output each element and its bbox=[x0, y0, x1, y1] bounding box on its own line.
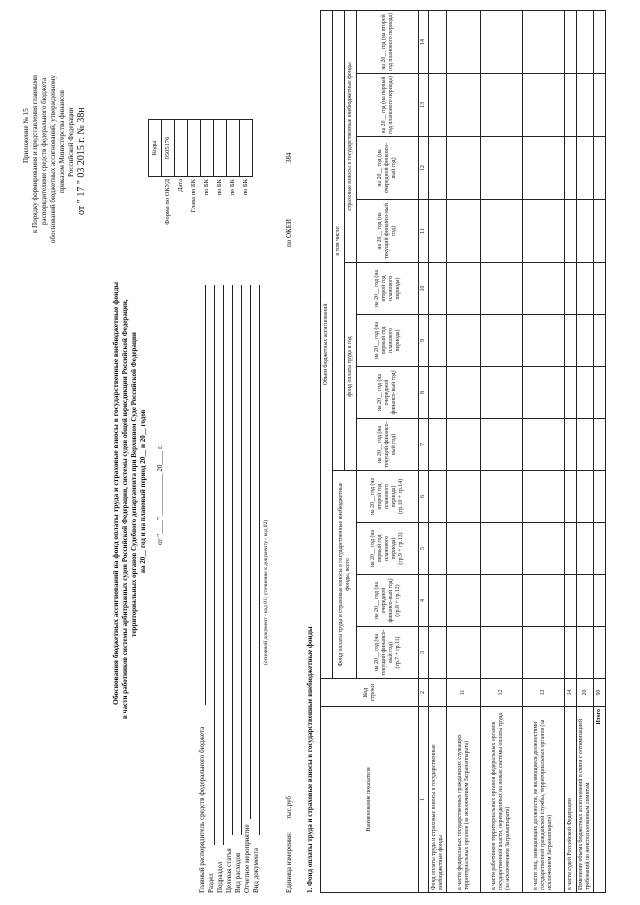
value-cell[interactable] bbox=[523, 419, 565, 471]
row-code: 20 bbox=[577, 679, 594, 707]
value-cell[interactable] bbox=[429, 263, 447, 315]
field-line bbox=[232, 285, 233, 835]
header-including: в том числе: bbox=[333, 10, 345, 470]
header-year-current: на 20__ год (на текущий финансо-вый год) (гр.7 + гр.11) bbox=[357, 627, 419, 679]
value-cell[interactable] bbox=[523, 471, 565, 523]
value-cell[interactable] bbox=[523, 137, 565, 200]
col-number: 8 bbox=[419, 367, 429, 419]
value-cell[interactable] bbox=[594, 575, 606, 627]
codes-header: Коды bbox=[149, 120, 162, 176]
row-name: Фонд оплаты труда и страховые взносы в государственные внебюджетные фонды bbox=[429, 707, 447, 893]
header-year-current: на 20__ год (на текущий финансо-вый год) bbox=[357, 419, 419, 471]
codes-header-spacer bbox=[148, 179, 161, 265]
value-cell[interactable] bbox=[429, 10, 447, 73]
header-year-plan1: на 20__ год (на первый год планового периода) (гр.9 + гр.13) bbox=[357, 523, 419, 575]
header-fot-total: Фонд оплаты труда и страховые взносы в государственные внебюджетные фонды, всего bbox=[333, 471, 357, 679]
appendix-line: приказом Министерства финансов bbox=[58, 90, 66, 193]
header-volume: Объем бюджетных ассигнований bbox=[321, 10, 333, 678]
value-cell[interactable] bbox=[577, 315, 594, 367]
value-cell[interactable] bbox=[577, 74, 594, 137]
value-cell[interactable] bbox=[594, 74, 606, 137]
table-row bbox=[577, 10, 594, 892]
value-cell[interactable] bbox=[447, 200, 481, 263]
value-cell[interactable] bbox=[447, 74, 481, 137]
field-line bbox=[223, 285, 224, 845]
value-cell[interactable] bbox=[481, 74, 523, 137]
field-line bbox=[259, 285, 260, 835]
col-number: 4 bbox=[419, 575, 429, 627]
code-value bbox=[214, 120, 227, 176]
row-code: 14 bbox=[565, 679, 577, 707]
header-year-plan1: на 20__ год (на первый год планового периода) bbox=[357, 315, 419, 367]
header-code: Код строки bbox=[321, 679, 419, 707]
table-row bbox=[523, 10, 565, 892]
value-cell[interactable] bbox=[481, 575, 523, 627]
col-number: 11 bbox=[419, 200, 429, 263]
code-label: по БК bbox=[216, 179, 223, 196]
col-number: 6 bbox=[419, 471, 429, 523]
value-cell[interactable] bbox=[481, 315, 523, 367]
col-number: 12 bbox=[419, 137, 429, 200]
document-title-line3: территориальных органов Судебного департамента при Верховном Суде Российской Федерации bbox=[130, 332, 138, 637]
value-cell[interactable] bbox=[481, 367, 523, 419]
field-expense-label: Вид расходов bbox=[234, 852, 242, 893]
value-cell[interactable] bbox=[565, 74, 577, 137]
column-numbers-row bbox=[419, 10, 429, 892]
row-code: 90 bbox=[594, 679, 606, 707]
value-cell[interactable] bbox=[577, 10, 594, 73]
row-name: в части работников территориальных органов федеральных органов государственной власти, переведенных на новые системы оплаты труда (за исключением Загранаппарата) bbox=[481, 707, 523, 893]
col-number: 10 bbox=[419, 263, 429, 315]
value-cell[interactable] bbox=[565, 263, 577, 315]
row-code: 12 bbox=[481, 679, 523, 707]
value-cell[interactable] bbox=[565, 627, 577, 679]
col-number: 3 bbox=[419, 627, 429, 679]
unit-value: тыс.руб bbox=[285, 796, 293, 819]
code-label: по БК bbox=[242, 179, 249, 196]
col-number: 9 bbox=[419, 315, 429, 367]
value-cell[interactable] bbox=[577, 263, 594, 315]
field-event-label: Отчетное мероприятие bbox=[243, 824, 251, 893]
table-row bbox=[481, 10, 523, 892]
appendix-line: Российской Федерации bbox=[67, 107, 75, 177]
field-grbs-line bbox=[205, 285, 206, 705]
value-cell[interactable] bbox=[594, 627, 606, 679]
value-cell[interactable] bbox=[447, 575, 481, 627]
document-title: Обоснования бюджетных ассигнований на фонд оплаты труда и страховые взносы в государственные внебюджетные фонды bbox=[111, 281, 120, 705]
table-row bbox=[565, 10, 577, 892]
value-cell[interactable] bbox=[481, 10, 523, 73]
value-cell[interactable] bbox=[523, 315, 565, 367]
budget-table bbox=[320, 10, 606, 893]
code-label: Глава по БК bbox=[190, 179, 197, 213]
value-cell[interactable] bbox=[429, 200, 447, 263]
value-cell[interactable] bbox=[481, 200, 523, 263]
value-cell[interactable] bbox=[594, 523, 606, 575]
appendix-line: обоснований бюджетных ассигнований, утвержденному bbox=[49, 75, 57, 243]
appendix-line: Приложение № 15 bbox=[22, 108, 30, 163]
codes-box bbox=[148, 119, 253, 177]
value-cell[interactable] bbox=[565, 200, 577, 263]
value-cell[interactable] bbox=[565, 419, 577, 471]
value-cell[interactable] bbox=[565, 523, 577, 575]
table-row bbox=[594, 10, 606, 892]
value-cell[interactable] bbox=[594, 200, 606, 263]
value-cell[interactable] bbox=[481, 137, 523, 200]
value-cell[interactable] bbox=[481, 419, 523, 471]
value-cell[interactable] bbox=[577, 627, 594, 679]
value-cell[interactable] bbox=[577, 419, 594, 471]
header-year-next: на 20__ год (на очередной финансо-вый год) bbox=[357, 137, 419, 200]
value-cell[interactable] bbox=[565, 315, 577, 367]
field-subsection-label: Подраздел bbox=[216, 861, 224, 893]
value-cell[interactable] bbox=[577, 523, 594, 575]
col-number: 7 bbox=[419, 419, 429, 471]
row-name: в части судей Российской Федерации bbox=[565, 707, 577, 893]
value-cell[interactable] bbox=[523, 74, 565, 137]
value-cell[interactable] bbox=[523, 200, 565, 263]
value-cell[interactable] bbox=[594, 315, 606, 367]
value-cell[interactable] bbox=[447, 367, 481, 419]
value-cell[interactable] bbox=[523, 627, 565, 679]
row-code: 13 bbox=[523, 679, 565, 707]
header-year-next: на 20__ год (на очередной финансо-вый год) (гр.8 + гр.12) bbox=[357, 575, 419, 627]
row-code: 11 bbox=[447, 679, 481, 707]
value-cell[interactable] bbox=[481, 523, 523, 575]
value-cell[interactable] bbox=[429, 137, 447, 200]
value-cell[interactable] bbox=[429, 367, 447, 419]
value-cell[interactable] bbox=[523, 575, 565, 627]
value-cell[interactable] bbox=[429, 575, 447, 627]
okei-code: 384 bbox=[285, 152, 293, 163]
appendix-line: к Порядку формирования и представления главными bbox=[31, 75, 39, 233]
document-period: на 20__ год и на плановый период 20__ и 20__ годов bbox=[139, 409, 147, 573]
field-line bbox=[241, 285, 242, 835]
section-title: 1. Фонд оплаты труда и страховые взносы в государственные внебюджетные фонды bbox=[306, 626, 314, 893]
value-cell[interactable] bbox=[565, 575, 577, 627]
value-cell[interactable] bbox=[429, 419, 447, 471]
field-target-label: Целевая статья bbox=[225, 848, 233, 893]
row-name: Изменение объема бюджетных ассигнований в связи с оптимизацией требований по неиспользованным лимитам bbox=[577, 707, 594, 893]
code-value bbox=[175, 120, 188, 176]
value-cell[interactable] bbox=[565, 367, 577, 419]
value-cell[interactable] bbox=[594, 10, 606, 73]
value-cell[interactable] bbox=[447, 263, 481, 315]
appendix-order: от " 17 " 03 2015 г. № 38н bbox=[76, 107, 87, 215]
value-cell[interactable] bbox=[594, 471, 606, 523]
okei-label: по ОКЕИ bbox=[285, 218, 293, 247]
value-cell[interactable] bbox=[594, 137, 606, 200]
code-label: Форма по ОКУД bbox=[164, 179, 171, 225]
value-cell[interactable] bbox=[447, 627, 481, 679]
doctype-note: (основной документ - код 01; уточнение к документу - код 02) bbox=[263, 519, 269, 665]
value-cell[interactable] bbox=[565, 137, 577, 200]
code-value bbox=[240, 120, 252, 176]
code-value bbox=[188, 120, 201, 176]
code-label: Дата bbox=[177, 179, 184, 192]
value-cell[interactable] bbox=[447, 137, 481, 200]
value-cell[interactable] bbox=[481, 627, 523, 679]
field-line bbox=[214, 285, 215, 845]
col-number: 14 bbox=[419, 10, 429, 73]
header-year-plan2: на 20__ год (на второй год планового периода) bbox=[357, 263, 419, 315]
col-number: 13 bbox=[419, 74, 429, 137]
value-cell[interactable] bbox=[577, 137, 594, 200]
col-number: 1 bbox=[419, 707, 429, 893]
value-cell[interactable] bbox=[523, 10, 565, 73]
table-row bbox=[429, 10, 447, 892]
value-cell[interactable] bbox=[565, 10, 577, 73]
document-title-line2: в части работников системы арбитражных судов Российской Федерации, системы судов общей юрисдикции Российской Федерации, bbox=[121, 299, 129, 719]
row-name: в части федеральных государственных гражданских служащих территориальных органов (за исключением Загранаппарата) bbox=[447, 707, 481, 893]
value-cell[interactable] bbox=[594, 367, 606, 419]
field-line bbox=[250, 285, 251, 819]
value-cell[interactable] bbox=[447, 10, 481, 73]
value-cell[interactable] bbox=[565, 471, 577, 523]
header-fot: фонд оплаты труда в год bbox=[345, 263, 357, 471]
code-value bbox=[201, 120, 214, 176]
codes-labels bbox=[148, 179, 252, 265]
value-cell[interactable] bbox=[481, 471, 523, 523]
value-cell[interactable] bbox=[594, 419, 606, 471]
value-cell[interactable] bbox=[429, 627, 447, 679]
value-cell[interactable] bbox=[481, 263, 523, 315]
value-cell[interactable] bbox=[429, 74, 447, 137]
value-cell[interactable] bbox=[577, 200, 594, 263]
value-cell[interactable] bbox=[447, 523, 481, 575]
value-cell[interactable] bbox=[523, 523, 565, 575]
header-year-current: на 20__ год (на текущий финансо-вый год) bbox=[357, 200, 419, 263]
header-year-next: на 20__ год (на очередной финансо-вый год) bbox=[357, 367, 419, 419]
value-cell[interactable] bbox=[429, 471, 447, 523]
header-year-plan2: на 20__ год (на второй год планового периода) (гр.10 + гр.14) bbox=[357, 471, 419, 523]
field-grbs-label: Главный распорядитель средств федерального бюджета bbox=[198, 726, 206, 893]
value-cell[interactable] bbox=[594, 263, 606, 315]
value-cell[interactable] bbox=[447, 419, 481, 471]
unit-label: Единица измерения: bbox=[285, 832, 293, 893]
document-date: от "____" ____________ 20____ г. bbox=[156, 444, 164, 545]
value-cell[interactable] bbox=[577, 367, 594, 419]
value-cell[interactable] bbox=[523, 263, 565, 315]
value-cell[interactable] bbox=[523, 367, 565, 419]
code-value-okud: 0505176 bbox=[162, 120, 175, 176]
field-section-label: Раздел bbox=[207, 873, 215, 893]
code-label: по БК bbox=[203, 179, 210, 196]
header-name: Наименование показателя bbox=[321, 707, 419, 893]
row-name: Итого bbox=[594, 707, 606, 893]
value-cell[interactable] bbox=[577, 471, 594, 523]
col-number: 2 bbox=[419, 679, 429, 707]
row-name: в части лиц, замещающих должности, не являющиеся должностями государственной гражданской службы, территориальных органов (за исключением Загранаппарата) bbox=[523, 707, 565, 893]
col-number: 5 bbox=[419, 523, 429, 575]
header-insurance: страховые взносы в государственные внебюджетные фонды bbox=[345, 10, 357, 262]
table-row bbox=[447, 10, 481, 892]
value-cell[interactable] bbox=[447, 471, 481, 523]
value-cell[interactable] bbox=[429, 315, 447, 367]
value-cell[interactable] bbox=[577, 575, 594, 627]
row-code bbox=[429, 679, 447, 707]
header-year-plan2: на 20__ год (на второй год планового периода) bbox=[357, 10, 419, 73]
appendix-line: распорядителями средств федерального бюджета bbox=[40, 77, 48, 225]
field-doctype-label: Вид документа bbox=[252, 847, 260, 893]
header-year-plan1: на 20__ год (на первый год планового периода) bbox=[357, 74, 419, 137]
code-label: по БК bbox=[229, 179, 236, 196]
value-cell[interactable] bbox=[447, 315, 481, 367]
value-cell[interactable] bbox=[429, 523, 447, 575]
code-value bbox=[227, 120, 240, 176]
